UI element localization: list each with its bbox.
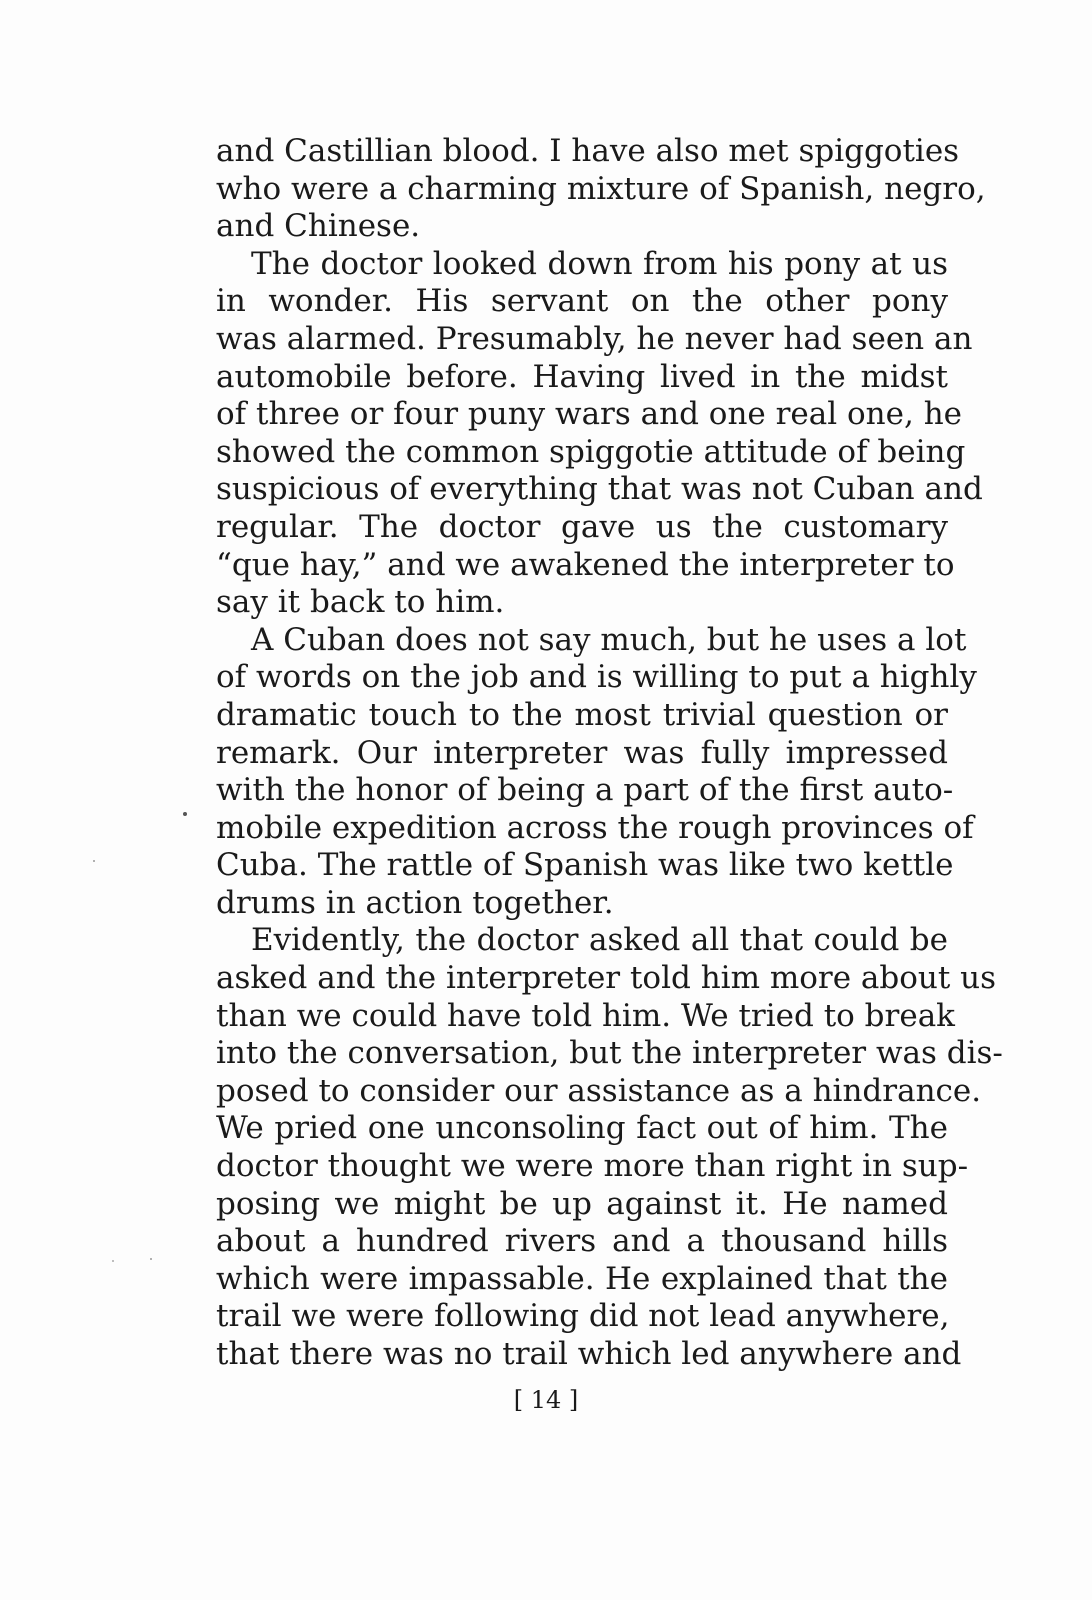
text-line: that there was no trail which led anywhere and [216,1336,962,1372]
text-line: “que hay,” and we awakened the interpreter to [216,546,955,583]
text-line: We pried one unconsoling fact out of him. The [216,1110,948,1147]
text-line: doctor thought we were more than right in sup- [216,1148,969,1185]
body-text [216,133,1003,1374]
text-line: than we could have told him. We tried to break [216,997,955,1034]
text-line: regular. The doctor gave us the customary [216,508,948,545]
text-line: drums in action together. [216,884,614,921]
text-line: about a hundred rivers and a thousand hills [216,1223,948,1260]
scan-speck [93,860,95,862]
paragraph [216,133,986,246]
text-line: who were a charming mixture of Spanish, negro, [216,170,986,207]
paragraph [216,621,977,923]
scan-speck [112,1260,114,1262]
text-line: showed the common spiggotie attitude of being [216,433,966,470]
text-line: A Cuban does not say much, but he uses a lot [251,621,967,658]
text-line: and Chinese. [216,208,421,245]
text-line: mobile expedition across the rough provinces of [216,809,974,846]
text-line: Evidently, the doctor asked all that could be [251,922,948,959]
text-line: The doctor looked down from his pony at us [251,245,948,282]
text-line: trail we were following did not lead anywhere, [216,1298,950,1335]
text-line: in wonder. His servant on the other pony [216,283,948,320]
text-line: remark. Our interpreter was fully impressed [216,734,948,771]
paragraph [216,245,983,622]
text-line: which were impassable. He explained that the [216,1260,948,1297]
text-line: asked and the interpreter told him more about us [216,960,997,997]
text-line: automobile before. Having lived in the midst [216,358,948,395]
text-line: with the honor of being a part of the first auto- [216,772,954,809]
text-line: suspicious of everything that was not Cuban and [216,471,983,508]
text-line: dramatic touch to the most trivial question or [216,696,948,733]
text-line: was alarmed. Presumably, he never had seen an [216,320,973,357]
text-line: of three or four puny wars and one real one, he [216,396,963,433]
scan-speck [150,1258,152,1260]
text-line: and Castillian blood. I have also met spiggoties [216,133,960,169]
text-line: posed to consider our assistance as a hindrance. [216,1072,982,1109]
page-number: [ 14 ] [513,1386,579,1414]
text-line: of words on the job and is willing to put a highly [216,659,977,696]
paragraph [216,922,1003,1373]
scan-speck [183,812,187,816]
text-line: say it back to him. [216,584,505,621]
text-line: Cuba. The rattle of Spanish was like two kettle [216,847,954,884]
text-line: posing we might be up against it. He named [216,1185,948,1222]
text-line: into the conversation, but the interpreter was dis- [216,1035,1003,1072]
